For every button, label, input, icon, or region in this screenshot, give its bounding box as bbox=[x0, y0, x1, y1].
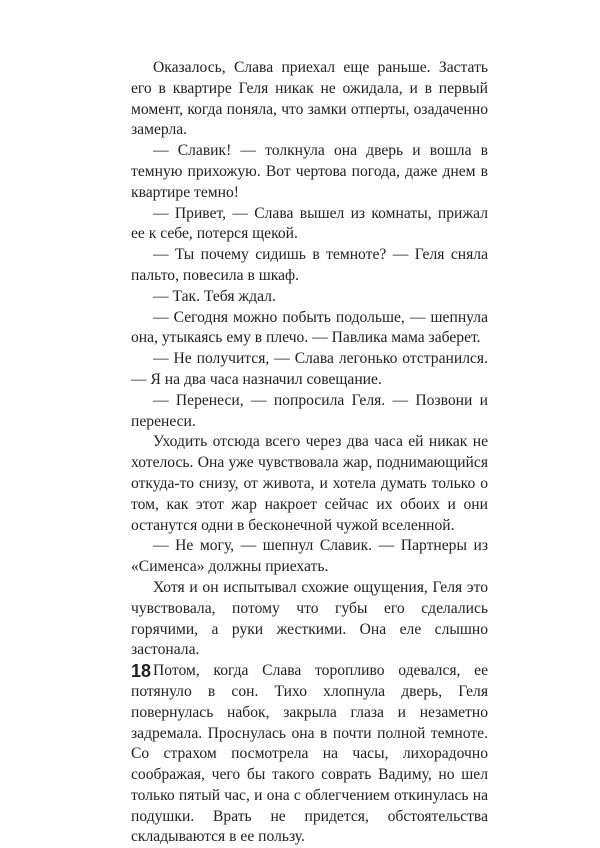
paragraph: Потом, когда Слава торопливо одевался, ее потянуло в сон. Тихо хлопнула дверь, Геля повернулась набок, закрыла глаза и незаметно задремала. Проснулась она в почти полной темноте. Со страхом посмотрела на часы, лихорадочно соображая, чего бы такого соврать Вадиму, но шел только пятый час, и она с облегчением откинулась на подушки. Врать не придется, обстоятельства складываются в ее пользу. bbox=[131, 662, 488, 846]
paragraph: — Сегодня можно побыть подольше, — шепнула она, утыкаясь ему в плечо. — Павлика мама заберет. bbox=[131, 308, 488, 347]
paragraph: — Славик! — толкнула она дверь и вошла в темную прихожую. Вот чертова погода, даже днем в квартире темно! bbox=[131, 142, 488, 201]
body-text bbox=[131, 58, 488, 848]
paragraph: — Перенеси, — попросила Геля. — Позвони и перенеси. bbox=[131, 391, 488, 430]
paragraph: Уходить отсюда всего через два часа ей никак не хотелось. Она уже чувствовала жар, поднимающийся откуда-то снизу, от живота, и хотела думать только о том, как этот жар накроет сейчас их обоих и они останутся одни в бесконечной чужой вселенной. bbox=[131, 433, 488, 534]
paragraph: Оказалось, Слава приехал еще раньше. Застать его в квартире Геля никак не ожидала, и в первый момент, когда поняла, что замки отперты, озадаченно замерла. bbox=[131, 59, 488, 139]
paragraph: — Не могу, — шепнул Славик. — Партнеры из «Сименса» должны приехать. bbox=[131, 537, 488, 576]
paragraph: — Не получится, — Слава легонько отстранился. — Я на два часа назначил совещание. bbox=[131, 350, 488, 388]
paragraph: — Привет, — Слава вышел из комнаты, прижал ее к себе, потерся щекой. bbox=[131, 204, 488, 243]
paragraph: — Так. Тебя ждал. bbox=[153, 287, 276, 305]
paragraph: Хотя и он испытывал схожие ощущения, Геля это чувствовала, потому что губы его сделались горячими, а руки жесткими. Она еле слышно застонала. bbox=[131, 578, 488, 659]
page-number: 18 bbox=[131, 661, 152, 681]
paragraph: — Ты почему сидишь в темноте? — Геля сняла пальто, повесила в шкаф. bbox=[131, 246, 488, 284]
